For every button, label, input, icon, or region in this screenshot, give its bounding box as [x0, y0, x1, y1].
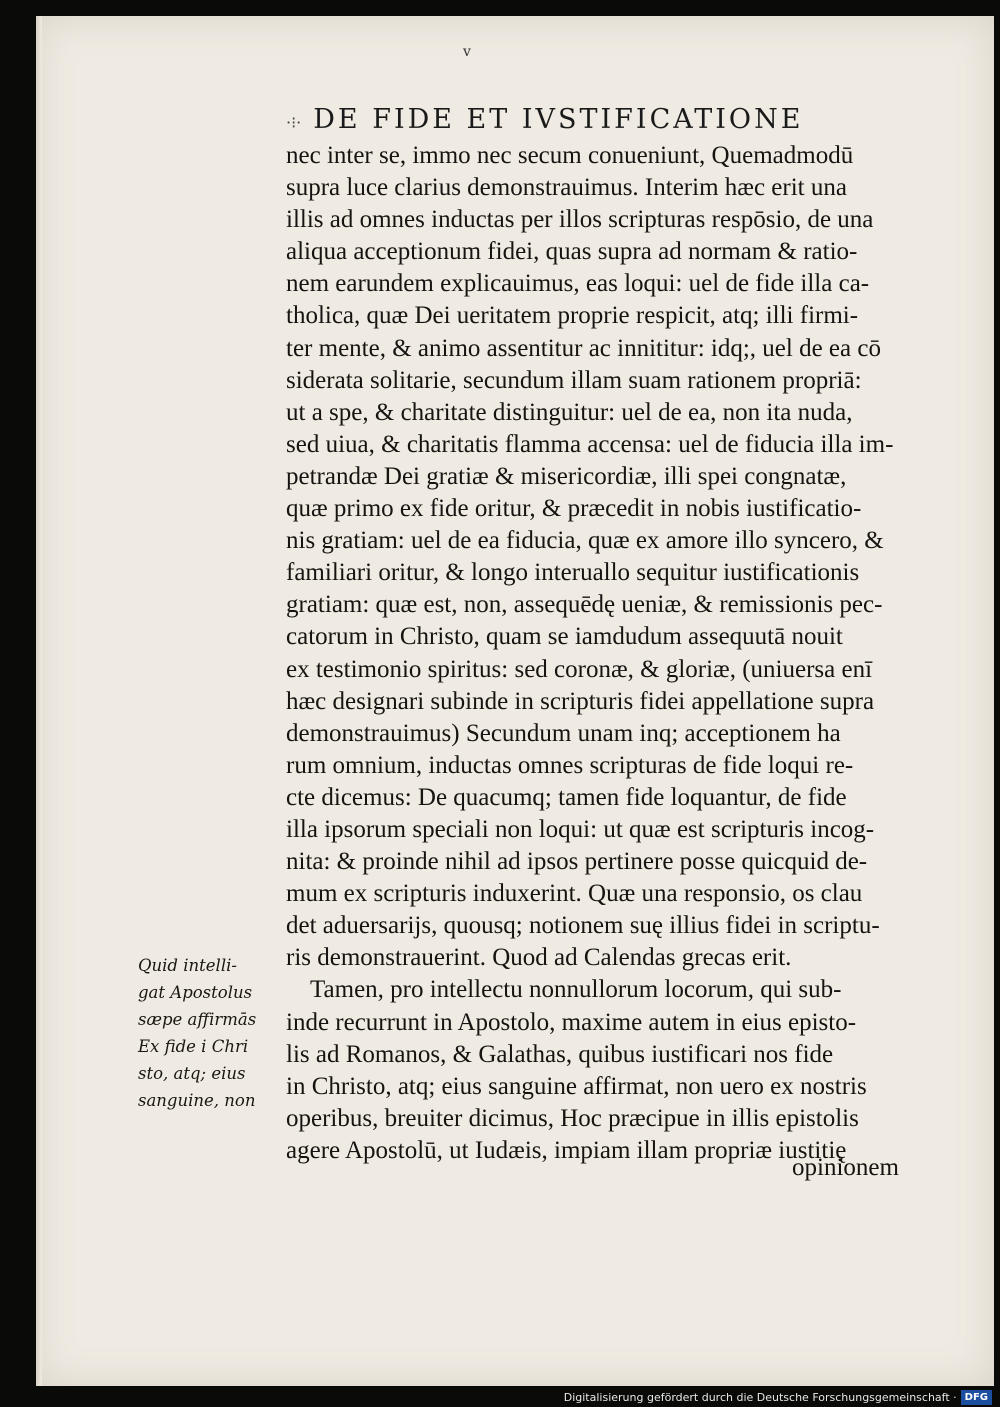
text-line: aliqua acceptionum fidei, quas supra ad normam & ratio-	[286, 238, 858, 266]
text-line: in Christo, atq; eius sanguine affirmat, non uero ex nostris	[286, 1072, 867, 1100]
text-line: Tamen, pro intellectu nonnullorum locorum, qui sub-	[310, 976, 842, 1004]
text-line: ut a spe, & charitate distinguitur: uel de ea, non ita nuda,	[286, 398, 853, 426]
body-text	[286, 140, 946, 1167]
text-line: catorum in Christo, quam se iamdudum assequutā nouit	[286, 623, 843, 651]
text-line: det aduersarijs, quousq; notionem suę illius fidei in scriptu-	[286, 912, 880, 940]
text-line: petrandæ Dei gratiæ & misericordiæ, illi spei congnatæ,	[286, 462, 847, 490]
text-line: tholica, quæ Dei ueritatem proprie respicit, atq; illi firmi-	[286, 302, 859, 330]
text-line: mum ex scripturis induxerint. Quæ una responsio, os clau	[286, 880, 863, 908]
text-line: hæc designari subinde in scripturis fidei appellatione supra	[286, 687, 875, 715]
text-line: ex testimonio spiritus: sed coronæ, & gloriæ, (uniuersa enī	[286, 655, 873, 683]
margin-note-line: sto, atq; eius	[138, 1064, 246, 1083]
text-line: operibus, breuiter dicimus, Hoc præcipue in illis epistolis	[286, 1104, 859, 1132]
text-line: nec inter se, immo nec secum conueniunt, Quemadmodū	[286, 142, 854, 169]
text-line: agere Apostolū, ut Iudæis, impiam illam propriæ iustitię	[286, 1136, 847, 1164]
running-head-text: DE FIDE ET IVSTIFICATIONE	[313, 104, 804, 135]
text-line: nita: & proinde nihil ad ipsos pertinere posse quicquid de-	[286, 848, 868, 876]
text-line: illis ad omnes inductas per illos scripturas respōsio, de una	[286, 206, 874, 234]
text-line: ris demonstrauerint. Quod ad Calendas grecas erit.	[286, 944, 792, 972]
margin-note-line: sæpe affirmās	[138, 1010, 257, 1029]
margin-note-line: Quid intelli-	[138, 956, 237, 975]
page-edge	[36, 16, 42, 1386]
text-line: familiari oritur, & longo interuallo sequitur iustificationis	[286, 559, 860, 587]
text-line: cte dicemus: De quacumq; tamen fide loquantur, de fide	[286, 783, 847, 811]
text-line: rum omnium, inductas omnes scripturas de fide loqui re-	[286, 751, 854, 779]
text-line: sed uiua, & charitatis flamma accensa: uel de fiducia illa im-	[286, 430, 894, 458]
text-line: illa ipsorum speciali non loqui: ut quæ est scripturis incog-	[286, 815, 875, 843]
text-line: lis ad Romanos, & Galathas, quibus iustificari nos fide	[286, 1040, 834, 1068]
top-mark: v	[463, 44, 471, 60]
dfg-logo: DFG	[961, 1390, 992, 1405]
text-line: supra luce clarius demonstrauimus. Interim hæc erit una	[286, 174, 847, 202]
running-head	[286, 104, 846, 135]
margin-note-line: Ex fide i Chri	[138, 1037, 249, 1056]
margin-note-line: gat Apostolus	[138, 983, 253, 1002]
text-line: nem earundem explicauimus, eas loqui: uel de fide illa ca-	[286, 270, 870, 298]
text-line: inde recurrunt in Apostolo, maxime autem in eius episto-	[286, 1008, 857, 1036]
margin-note	[138, 952, 268, 1114]
text-line: quæ primo ex fide oritur, & præcedit in nobis iustificatio-	[286, 495, 862, 523]
credit-text: Digitalisierung gefördert durch die Deutsche Forschungsgemeinschaft ·	[563, 1390, 957, 1404]
header-ornament: ·⁝·	[286, 113, 302, 132]
text-line: ter mente, & animo assentitur ac innititur: idq;, uel de ea cō	[286, 334, 881, 362]
margin-note-line: sanguine, non	[138, 1091, 256, 1110]
text-line: gratiam: quæ est, non, assequēdę ueniæ, & remissionis pec-	[286, 591, 883, 619]
text-line: demonstrauimus) Secundum unam inq; acceptionem ha	[286, 719, 841, 747]
text-line: nis gratiam: uel de ea fiducia, quæ ex amore illo syncero, &	[286, 527, 884, 555]
catchword: opinionem	[792, 1154, 899, 1181]
text-line: siderata solitarie, secundum illam suam rationem propriā:	[286, 366, 862, 394]
digitization-credit	[564, 1389, 992, 1405]
